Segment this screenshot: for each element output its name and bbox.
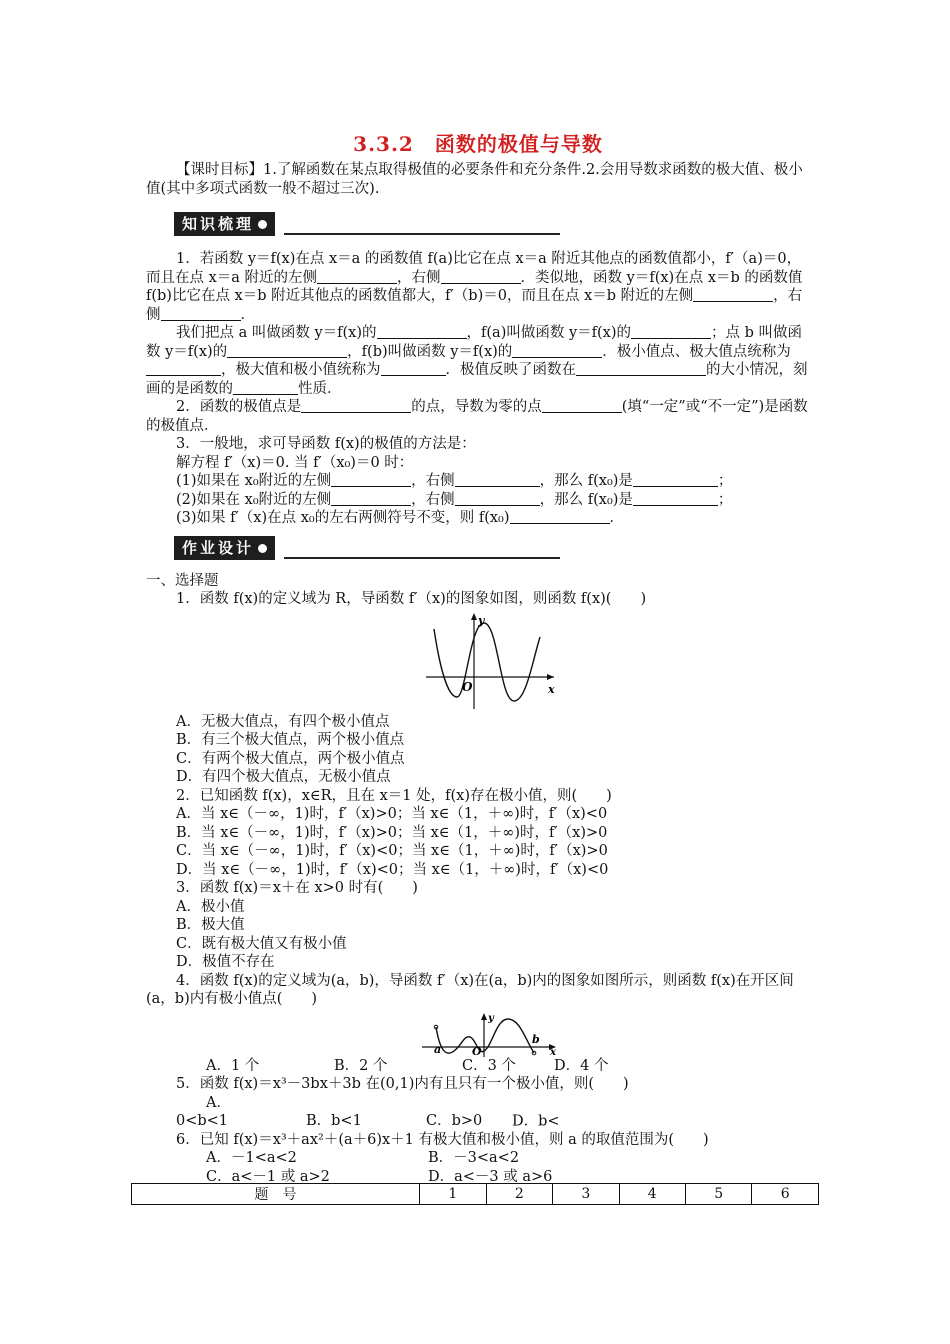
- knowledge-item-3-case2: [146, 491, 810, 510]
- origin-label: O: [472, 1044, 482, 1057]
- q4-option-d: D．4 个: [554, 1057, 609, 1074]
- part-heading: 一、选择题: [146, 572, 219, 589]
- q2-option-a: A．当 x∈（－∞，1)时，f′（x)>0；当 x∈（1，＋∞)时，f′（x)<0: [176, 806, 608, 822]
- text: (3)如果 f′（x)在点 x₀的左右两侧符号不变，则 f(x₀): [176, 510, 510, 526]
- knowledge-item-3-case1: [146, 472, 810, 491]
- text: ．类似地，函数 y＝f(x)在点 x＝b 的函数值 f(b)比它在点 x＝b 附近其他点的函数值都大，f′（b)＝0，而且在点 x＝b 附近的左侧: [146, 269, 803, 304]
- text: ；: [717, 491, 733, 508]
- answer-col-6[interactable]: 6: [752, 1184, 819, 1205]
- fill-blank[interactable]: [161, 307, 241, 321]
- text: ，那么 f(x₀)是: [539, 491, 633, 508]
- section-knowledge: [174, 212, 810, 238]
- b-label: b: [532, 1032, 540, 1046]
- knowledge-item-3: 3．一般地，求可导函数 f(x)的极值的方法是：: [176, 436, 476, 452]
- q2-option-d: D．当 x∈（－∞，1)时，f′（x)<0；当 x∈（1，＋∞)时，f′（x)<0: [176, 861, 609, 878]
- fill-blank[interactable]: [633, 473, 718, 487]
- a-label: a: [434, 1042, 442, 1056]
- q1-option-c: C．有两个极大值点，两个极小值点: [176, 750, 405, 767]
- text: ．极值反映了函数在: [445, 362, 576, 378]
- fill-blank[interactable]: [331, 492, 411, 506]
- q1-option-b: B．有三个极大值点，两个极小值点: [176, 732, 405, 748]
- fill-blank[interactable]: [576, 362, 706, 376]
- x-label: x: [550, 1046, 556, 1057]
- fill-blank[interactable]: [146, 362, 221, 376]
- fill-blank[interactable]: [510, 510, 610, 524]
- text: ；点 b 叫做函数 y＝f(x)的: [146, 325, 803, 360]
- derivative-graph-q1: [146, 609, 810, 713]
- text: 2．函数的极值点是: [176, 399, 302, 415]
- q3-option-d: D．极值不存在: [176, 954, 275, 970]
- text: ，那么 f(x₀)是: [539, 473, 633, 489]
- question-5: 5．函数 f(x)＝x³－3bx＋3b 在(0,1)内有且只有一个极小值，则( ): [176, 1076, 629, 1092]
- text: 性质．: [298, 380, 342, 397]
- fill-blank[interactable]: [331, 473, 411, 487]
- fill-blank[interactable]: [301, 399, 411, 413]
- text: ，右侧: [397, 269, 441, 286]
- q5-option-c: C．b>0: [426, 1113, 483, 1129]
- bullet-dot-icon: [258, 220, 267, 229]
- fill-blank[interactable]: [381, 362, 446, 376]
- fill-blank[interactable]: [441, 270, 521, 284]
- text: ，极大值和极小值统称为: [221, 362, 381, 378]
- q6-option-b: B．－3<a<2: [428, 1150, 520, 1166]
- fill-blank[interactable]: [542, 399, 622, 413]
- q5-options: [146, 1094, 810, 1131]
- answer-col-5[interactable]: 5: [685, 1184, 751, 1205]
- section-rule: [284, 557, 560, 559]
- section-homework-label: 作业设计: [182, 538, 255, 557]
- question-3: 3．函数 f(x)＝x＋在 x>0 时有( ): [176, 880, 418, 896]
- worksheet: [146, 128, 810, 1186]
- fill-blank[interactable]: [317, 270, 397, 284]
- q6-option-d: D．a<－3 或 a>6: [428, 1168, 553, 1185]
- section-rule: [284, 233, 560, 235]
- text: ；: [717, 473, 733, 489]
- text: (2)如果在 x₀附近的左侧: [176, 491, 332, 508]
- answer-col-3[interactable]: 3: [553, 1184, 619, 1205]
- answer-col-2[interactable]: 2: [486, 1184, 552, 1205]
- q1-option-d: D．有四个极大值点，无极小值点: [176, 769, 391, 785]
- question-4: 4．函数 f(x)的定义域为(a，b)，导函数 f′（x)在(a，b)内的图象如图所示，则函数 f(x)在开区间(a，b)内有极小值点( ): [146, 972, 794, 1007]
- text: (1)如果在 x₀附近的左侧: [176, 473, 332, 489]
- q3-option-b: B．极大值: [176, 917, 245, 933]
- answer-col-4[interactable]: 4: [619, 1184, 685, 1205]
- text: ，右侧: [411, 491, 455, 508]
- text: ，右侧: [411, 473, 455, 489]
- objective-label: 【课时目标】: [176, 162, 263, 178]
- question-2: 2．已知函数 f(x)，x∈R，且在 x＝1 处，f(x)存在极小值，则( ): [176, 787, 612, 804]
- derivative-graph-q4: [146, 1011, 810, 1057]
- text: (填“一定”或“不一定”)是函数的极值点．: [146, 399, 808, 434]
- q3-option-c: C．既有极大值又有极小值: [176, 935, 347, 952]
- knowledge-item-1: [146, 250, 810, 324]
- page-title: 3.3.2 函数的极值与导数: [353, 132, 603, 156]
- q5-option-d: D．b<: [512, 1113, 560, 1129]
- fill-blank[interactable]: [693, 288, 773, 302]
- y-axis-arrow-icon: [471, 613, 477, 620]
- figure-q1: [146, 609, 810, 713]
- text: 的大小情况，刻画的是函数的: [146, 362, 808, 397]
- q4-option-c: C．3 个: [462, 1057, 516, 1074]
- y-axis-arrow-icon: [481, 1013, 487, 1020]
- text: 的点，导数为零的点: [411, 399, 542, 415]
- q6-option-a: A．－1<a<2: [206, 1150, 297, 1166]
- fill-blank[interactable]: [455, 492, 540, 506]
- question-6: 6．已知 f(x)＝x³＋ax²＋(a＋6)x＋1 有极大值和极小值，则 a 的取值范围为( ): [176, 1131, 709, 1148]
- section-knowledge-label: 知识梳理: [182, 215, 255, 233]
- objective-text: 1.了解函数在某点取得极值的必要条件和充分条件.2.会用导数求函数的极大值、极小值(其中多项式函数一般不超过三次).: [146, 162, 803, 197]
- text: ，右侧: [146, 288, 803, 323]
- x-axis-arrow-icon: [547, 674, 554, 680]
- x-label: x: [548, 682, 555, 696]
- knowledge-item-1b: [146, 324, 810, 398]
- origin-label: O: [462, 679, 473, 694]
- q3-option-a: A．极小值: [176, 898, 245, 915]
- fill-blank[interactable]: [633, 492, 718, 506]
- q6-option-c: C．a<－1 或 a>2: [206, 1168, 330, 1185]
- fill-blank[interactable]: [512, 344, 602, 358]
- q4-options: [146, 1057, 810, 1076]
- objective: [146, 161, 810, 198]
- question-1: 1．函数 f(x)的定义域为 R，导函数 f′（x)的图象如图，则函数 f(x)( ): [176, 591, 647, 607]
- text: ，f(b)叫做函数 y＝f(x)的: [347, 343, 513, 360]
- answer-table-row: [132, 1184, 819, 1205]
- q2-option-c: C．当 x∈（－∞，1)时，f′（x)<0；当 x∈（1，＋∞)时，f′（x)>0: [176, 843, 608, 859]
- y-label: y: [488, 1012, 494, 1024]
- text: ．: [609, 510, 625, 526]
- section-homework: [174, 536, 810, 562]
- fill-blank[interactable]: [455, 473, 540, 487]
- text: ，f(a)叫做函数 y＝f(x)的: [466, 325, 632, 341]
- text: 1．若函数 y＝f(x)在点 x＝a 的函数值 f(a)比它在点 x＝a 附近其他点的函数值都小，f′（a)＝0，而且在点 x＝a 附近的左侧: [146, 251, 802, 286]
- text: ．极小值点、极大值点统称为: [602, 343, 791, 360]
- figure-q4: [146, 1011, 810, 1057]
- answer-table-header: 题 号: [132, 1184, 420, 1205]
- fill-blank[interactable]: [227, 344, 347, 358]
- q2-option-b: B．当 x∈（－∞，1)时，f′（x)>0；当 x∈（1，＋∞)时，f′（x)>0: [176, 824, 608, 841]
- fill-blank[interactable]: [631, 325, 711, 339]
- curve: [436, 1019, 534, 1053]
- q1-option-a: A．无极大值点，有四个极小值点: [176, 713, 390, 730]
- knowledge-item-2: [146, 398, 810, 435]
- fill-blank[interactable]: [233, 381, 298, 395]
- answer-table: [131, 1183, 819, 1205]
- curve: [434, 623, 540, 701]
- text: 我们把点 a 叫做函数 y＝f(x)的: [176, 325, 377, 341]
- q4-option-b: B．2 个: [334, 1057, 388, 1074]
- answer-col-1[interactable]: 1: [420, 1184, 486, 1205]
- fill-blank[interactable]: [377, 325, 467, 339]
- q4-option-a: A．1 个: [206, 1057, 260, 1074]
- q5-option-b: B．b<1: [306, 1113, 362, 1129]
- q5-option-a: A．0<b<1: [176, 1094, 231, 1129]
- text: ．: [240, 306, 255, 323]
- knowledge-item-3-step: 解方程 f′（x)＝0. 当 f′（x₀)＝0 时：: [176, 454, 414, 471]
- knowledge-item-3-case3: [146, 509, 810, 528]
- y-label: y: [478, 613, 485, 627]
- bullet-dot-icon: [258, 544, 267, 553]
- q6-options-row1: [146, 1149, 810, 1168]
